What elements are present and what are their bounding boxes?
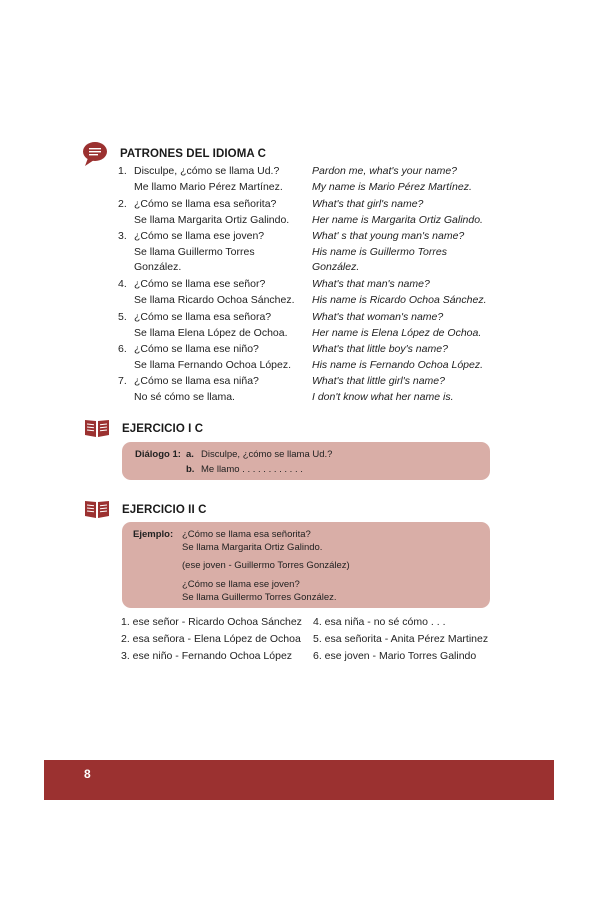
- open-book-icon: [84, 418, 110, 438]
- pattern-english-line: González.: [312, 261, 360, 273]
- pattern-english-line: His name is Fernando Ochoa López.: [312, 358, 484, 371]
- page-number: 8: [84, 767, 91, 781]
- example-line: (ese joven - Guillermo Torres González): [182, 560, 350, 571]
- pattern-spanish-line: ¿Cómo se llama esa señora?: [134, 311, 272, 323]
- exercise2-box: [122, 522, 490, 608]
- pattern-english: [312, 277, 512, 308]
- pattern-english: [312, 197, 512, 228]
- pattern-number: 5.: [118, 311, 127, 323]
- pattern-english: [312, 374, 512, 405]
- pattern-spanish-line: Disculpe, ¿cómo se llama Ud.?: [134, 165, 280, 177]
- pattern-number: 4.: [118, 278, 127, 290]
- pattern-english-line: Pardon me, what's your name?: [312, 165, 457, 177]
- pattern-spanish-line: González.: [134, 261, 182, 273]
- example-label: Ejemplo:: [133, 529, 174, 540]
- dialog-b-label: b.: [186, 464, 195, 475]
- pattern-spanish-line: Se llama Guillermo Torres: [134, 245, 255, 258]
- pattern-spanish-line: ¿Cómo se llama ese señor?: [134, 278, 266, 290]
- pattern-spanish-line: Se llama Ricardo Ochoa Sánchez.: [134, 293, 295, 306]
- pattern-english-line: What's that little girl's name?: [312, 375, 445, 387]
- example-line: Se llama Margarita Ortiz Galindo.: [182, 542, 323, 553]
- dialog-a-text: Disculpe, ¿cómo se llama Ud.?: [201, 449, 333, 460]
- pattern-spanish-line: No sé cómo se llama.: [134, 390, 235, 403]
- pattern-english-line: What's that girl's name?: [312, 198, 424, 210]
- pattern-english: [312, 164, 512, 195]
- exercise1-box: [122, 442, 490, 480]
- example-line: Se llama Guillermo Torres González.: [182, 592, 337, 603]
- example-line: ¿Cómo se llama esa señorita?: [182, 529, 311, 540]
- pattern-english: [312, 229, 512, 276]
- exercise1-title: EJERCICIO I C: [122, 423, 204, 435]
- pattern-spanish-line: Se llama Fernando Ochoa López.: [134, 358, 292, 371]
- pattern-number: 1.: [118, 165, 127, 177]
- pattern-spanish-line: Se llama Margarita Ortiz Galindo.: [134, 213, 290, 226]
- dialog-a-label: a.: [186, 449, 194, 460]
- footer-bar: [44, 760, 554, 800]
- list-item: 2. esa señora - Elena López de Ochoa: [121, 633, 301, 645]
- pattern-english: [312, 310, 512, 341]
- dialog-b-text: Me llamo . . . . . . . . . . . .: [201, 464, 303, 475]
- dialog-label: Diálogo 1:: [135, 449, 181, 460]
- pattern-spanish-line: ¿Cómo se llama ese joven?: [134, 230, 265, 242]
- list-item: 6. ese joven - Mario Torres Galindo: [313, 650, 477, 662]
- pattern-number: 6.: [118, 343, 127, 355]
- patterns-title: PATRONES DEL IDIOMA C: [120, 148, 267, 160]
- pattern-english-line: What' s that young man's name?: [312, 230, 465, 242]
- pattern-spanish-line: Se llama Elena López de Ochoa.: [134, 326, 288, 339]
- pattern-english-line: Her name is Elena López de Ochoa.: [312, 326, 482, 339]
- pattern-spanish-line: ¿Cómo se llama ese niño?: [134, 343, 259, 355]
- pattern-english-line: His name is Ricardo Ochoa Sánchez.: [312, 293, 487, 306]
- pattern-english-line: What's that man's name?: [312, 278, 430, 290]
- list-item: 5. esa señorita - Anita Pérez Martinez: [313, 633, 489, 645]
- exercise2-title: EJERCICIO II C: [122, 504, 207, 516]
- open-book-icon: [84, 499, 110, 519]
- pattern-english-line: What's that little boy's name?: [312, 343, 448, 355]
- pattern-number: 7.: [118, 375, 127, 387]
- pattern-number: 2.: [118, 198, 127, 210]
- pattern-spanish-line: Me llamo Mario Pérez Martínez.: [134, 180, 283, 193]
- pattern-spanish-line: ¿Cómo se llama esa niña?: [134, 375, 259, 387]
- pattern-english-line: His name is Guillermo Torres: [312, 245, 447, 258]
- pattern-english: [312, 342, 512, 373]
- pattern-english-line: I don't know what her name is.: [312, 390, 454, 403]
- speech-bubble-icon: [82, 141, 108, 167]
- example-line: ¿Cómo se llama ese joven?: [182, 579, 300, 590]
- pattern-spanish-line: ¿Cómo se llama esa señorita?: [134, 198, 277, 210]
- list-item: 1. ese señor - Ricardo Ochoa Sánchez: [121, 616, 302, 628]
- pattern-english-line: Her name is Margarita Ortiz Galindo.: [312, 213, 483, 226]
- pattern-english-line: My name is Mario Pérez Martínez.: [312, 180, 472, 193]
- pattern-number: 3.: [118, 230, 127, 242]
- list-item: 3. ese niño - Fernando Ochoa López: [121, 650, 293, 662]
- pattern-english-line: What's that woman's name?: [312, 311, 444, 323]
- list-item: 4. esa niña - no sé cómo . . .: [313, 616, 446, 628]
